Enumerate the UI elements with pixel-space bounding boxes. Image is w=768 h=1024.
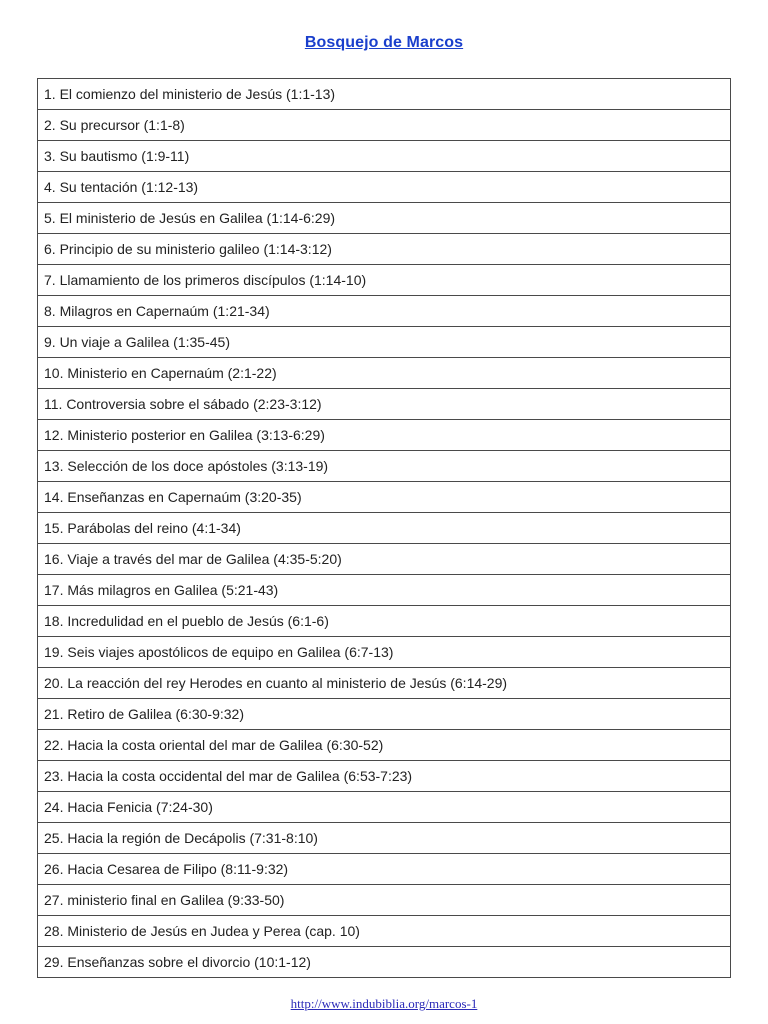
outline-table — [37, 78, 731, 978]
outline-item: 14. Enseñanzas en Capernaúm (3:20-35) — [38, 482, 731, 513]
outline-item: 8. Milagros en Capernaúm (1:21-34) — [38, 296, 731, 327]
table-row — [38, 730, 731, 761]
table-row — [38, 79, 731, 110]
outline-item: 12. Ministerio posterior en Galilea (3:13-6:29) — [38, 420, 731, 451]
outline-item: 13. Selección de los doce apóstoles (3:13-19) — [38, 451, 731, 482]
table-row — [38, 606, 731, 637]
outline-item: 9. Un viaje a Galilea (1:35-45) — [38, 327, 731, 358]
outline-item: 5. El ministerio de Jesús en Galilea (1:14-6:29) — [38, 203, 731, 234]
table-row — [38, 358, 731, 389]
table-row — [38, 203, 731, 234]
table-row — [38, 482, 731, 513]
outline-item: 20. La reacción del rey Herodes en cuanto al ministerio de Jesús (6:14-29) — [38, 668, 731, 699]
table-row — [38, 637, 731, 668]
table-row — [38, 668, 731, 699]
outline-item: 16. Viaje a través del mar de Galilea (4:35-5:20) — [38, 544, 731, 575]
outline-item: 1. El comienzo del ministerio de Jesús (1:1-13) — [38, 79, 731, 110]
outline-item: 6. Principio de su ministerio galileo (1:14-3:12) — [38, 234, 731, 265]
table-row — [38, 141, 731, 172]
table-row — [38, 513, 731, 544]
table-row — [38, 234, 731, 265]
outline-item: 23. Hacia la costa occidental del mar de Galilea (6:53-7:23) — [38, 761, 731, 792]
table-row — [38, 110, 731, 141]
outline-item: 11. Controversia sobre el sábado (2:23-3:12) — [38, 389, 731, 420]
table-row — [38, 823, 731, 854]
table-row — [38, 761, 731, 792]
outline-item: 28. Ministerio de Jesús en Judea y Perea (cap. 10) — [38, 916, 731, 947]
table-row — [38, 699, 731, 730]
table-row — [38, 296, 731, 327]
outline-item: 29. Enseñanzas sobre el divorcio (10:1-12) — [38, 947, 731, 978]
outline-item: 3. Su bautismo (1:9-11) — [38, 141, 731, 172]
outline-item: 24. Hacia Fenicia (7:24-30) — [38, 792, 731, 823]
outline-item: 26. Hacia Cesarea de Filipo (8:11-9:32) — [38, 854, 731, 885]
table-row — [38, 327, 731, 358]
table-row — [38, 854, 731, 885]
outline-table-body — [38, 79, 731, 978]
table-row — [38, 544, 731, 575]
table-row — [38, 885, 731, 916]
table-row — [38, 420, 731, 451]
outline-item: 10. Ministerio en Capernaúm (2:1-22) — [38, 358, 731, 389]
table-row — [38, 916, 731, 947]
outline-item: 22. Hacia la costa oriental del mar de Galilea (6:30-52) — [38, 730, 731, 761]
outline-item: 7. Llamamiento de los primeros discípulos (1:14-10) — [38, 265, 731, 296]
outline-item: 19. Seis viajes apostólicos de equipo en Galilea (6:7-13) — [38, 637, 731, 668]
page-title: Bosquejo de Marcos — [304, 34, 464, 51]
footer-link[interactable]: http://www.indubiblia.org/marcos-1 — [290, 996, 478, 1011]
outline-item: 15. Parábolas del reino (4:1-34) — [38, 513, 731, 544]
outline-item: 18. Incredulidad en el pueblo de Jesús (6:1-6) — [38, 606, 731, 637]
outline-item: 25. Hacia la región de Decápolis (7:31-8:10) — [38, 823, 731, 854]
table-row — [38, 792, 731, 823]
outline-item: 2. Su precursor (1:1-8) — [38, 110, 731, 141]
table-row — [38, 172, 731, 203]
table-row — [38, 389, 731, 420]
table-row — [38, 947, 731, 978]
outline-item: 17. Más milagros en Galilea (5:21-43) — [38, 575, 731, 606]
outline-item: 4. Su tentación (1:12-13) — [38, 172, 731, 203]
table-row — [38, 265, 731, 296]
table-row — [38, 575, 731, 606]
outline-item: 27. ministerio final en Galilea (9:33-50) — [38, 885, 731, 916]
table-row — [38, 451, 731, 482]
outline-item: 21. Retiro de Galilea (6:30-9:32) — [38, 699, 731, 730]
